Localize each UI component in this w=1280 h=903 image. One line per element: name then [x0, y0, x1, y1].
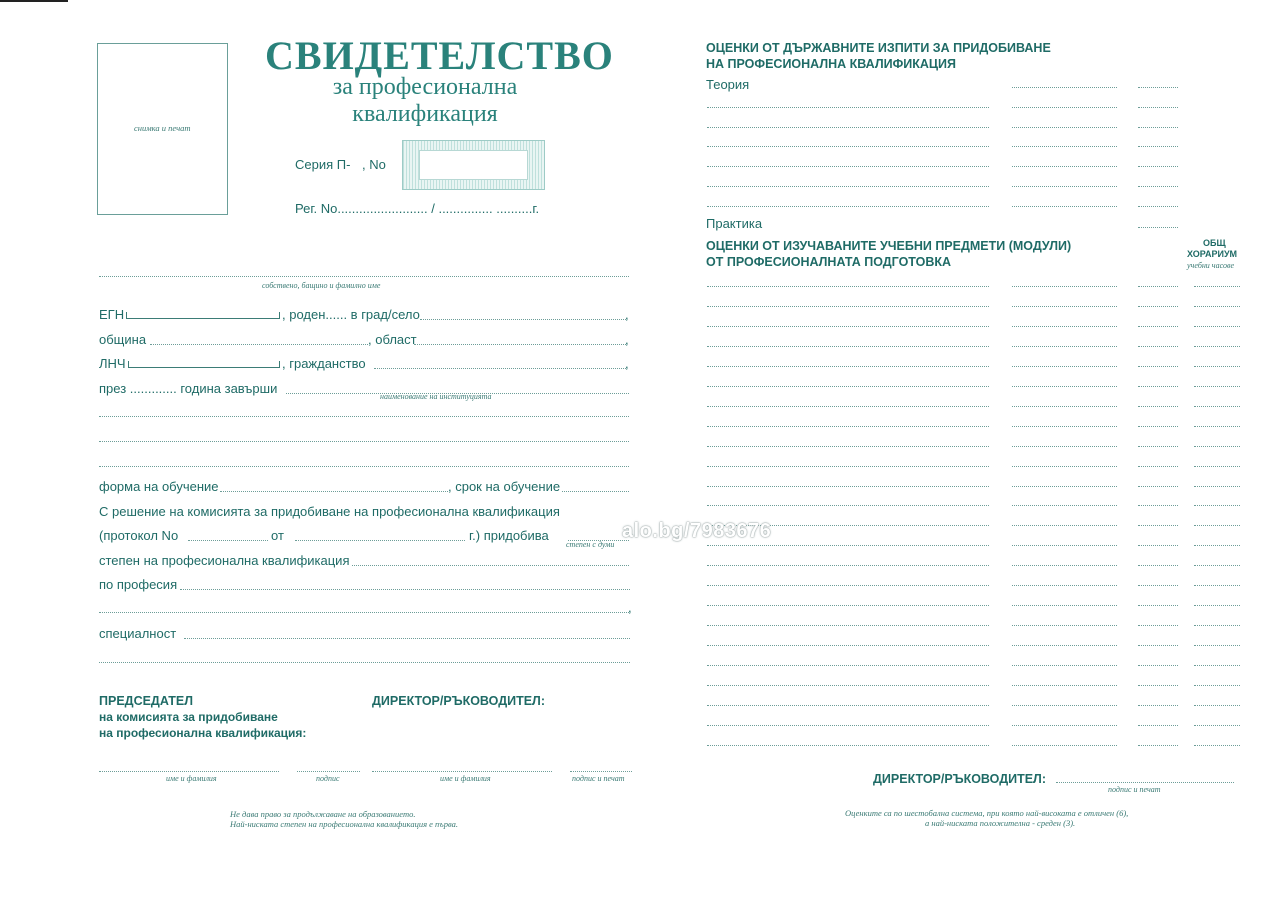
subject-name-field[interactable] — [707, 625, 989, 626]
subject-grade-number-field[interactable] — [1138, 346, 1178, 347]
right-note-2: а най-ниската положителна - среден (3). — [925, 818, 1076, 828]
subject-grade-words-field[interactable] — [1012, 466, 1117, 467]
scan-corner-mark — [0, 0, 68, 2]
subject-grade-words-field[interactable] — [1012, 545, 1117, 546]
lnch-field[interactable] — [128, 361, 280, 368]
subject-hours-field[interactable] — [1194, 725, 1240, 726]
total-hours-label-2: ХОРАРИУМ — [1187, 249, 1238, 259]
subject-grade-number-field[interactable] — [1138, 705, 1178, 706]
degree-label: степен на професионална квалификация — [99, 553, 350, 568]
institution-field-3[interactable] — [99, 441, 629, 442]
exam-grade-number-field[interactable] — [1138, 146, 1178, 147]
chair-signature-field[interactable] — [297, 771, 360, 772]
exam-grade-number-field[interactable] — [1138, 107, 1178, 108]
exam-grade-words-field[interactable] — [1012, 206, 1117, 207]
subject-grade-words-field[interactable] — [1012, 625, 1117, 626]
subject-grade-number-field[interactable] — [1138, 505, 1178, 506]
subject-hours-field[interactable] — [1194, 685, 1240, 686]
subject-name-field[interactable] — [707, 326, 989, 327]
egn-label: ЕГН — [99, 307, 125, 322]
exam-grade-words-field[interactable] — [1012, 107, 1117, 108]
subject-hours-field[interactable] — [1194, 585, 1240, 586]
chair-name-field[interactable] — [99, 771, 279, 772]
subject-grade-number-field[interactable] — [1138, 605, 1178, 606]
subject-grade-words-field[interactable] — [1012, 585, 1117, 586]
name-caption: собствено, бащино и фамилно име — [262, 281, 381, 290]
subject-hours-field[interactable] — [1194, 346, 1240, 347]
specialty-field[interactable] — [184, 638, 630, 639]
duration-label: , срок на обучение — [448, 479, 561, 494]
subject-grade-words-field[interactable] — [1012, 426, 1117, 427]
born-label: , роден...... в град/село — [282, 307, 420, 322]
director-signature-right-field[interactable] — [1056, 782, 1234, 783]
exam-grade-number-field[interactable] — [1138, 87, 1178, 88]
subject-grade-words-field[interactable] — [1012, 446, 1117, 447]
subject-grade-number-field[interactable] — [1138, 366, 1178, 367]
photo-label: снимка и печат — [134, 123, 191, 133]
citizenship-label: , гражданство — [282, 356, 366, 371]
municipality-field[interactable] — [150, 344, 368, 345]
subject-hours-field[interactable] — [1194, 745, 1240, 746]
subject-grade-number-field[interactable] — [1138, 466, 1178, 467]
protocol-date-field[interactable] — [295, 540, 465, 541]
chair-subtitle-1: на комисията за придобиване — [99, 710, 278, 724]
subject-grade-words-field[interactable] — [1012, 306, 1117, 307]
subject-name-field[interactable] — [707, 426, 989, 427]
subjects-heading-1: ОЦЕНКИ ОТ ИЗУЧАВАНИТЕ УЧЕБНИ ПРЕДМЕТИ (МОДУЛИ) — [706, 239, 1072, 253]
serial-number-box — [402, 140, 545, 190]
subject-name-field[interactable] — [707, 306, 989, 307]
watermark-text: alo.bg/7983676 — [622, 520, 772, 542]
subjects-heading-2: ОТ ПРОФЕСИОНАЛНАТА ПОДГОТОВКА — [706, 255, 952, 269]
left-note-1: Не дава право за продължаване на образованието. — [230, 809, 416, 819]
subject-grade-number-field[interactable] — [1138, 446, 1178, 447]
subject-name-field[interactable] — [707, 665, 989, 666]
egn-field[interactable] — [126, 312, 280, 319]
subject-grade-number-field[interactable] — [1138, 426, 1178, 427]
registration-label: Рег. No......................... / ............... ..........г. — [295, 201, 540, 216]
subject-grade-words-field[interactable] — [1012, 386, 1117, 387]
subject-grade-words-field[interactable] — [1012, 346, 1117, 347]
subject-grade-words-field[interactable] — [1012, 705, 1117, 706]
subject-name-field[interactable] — [707, 725, 989, 726]
certificate-subtitle-1: за професионална — [332, 74, 518, 100]
subject-grade-words-field[interactable] — [1012, 665, 1117, 666]
exam-subject-field[interactable] — [707, 206, 989, 207]
profession-field-2[interactable] — [99, 612, 629, 613]
subject-hours-field[interactable] — [1194, 605, 1240, 606]
exam-subject-field[interactable] — [707, 146, 989, 147]
director-title-right: ДИРЕКТОР/РЪКОВОДИТЕЛ: — [873, 772, 1046, 786]
subject-name-field[interactable] — [707, 705, 989, 706]
subject-grade-words-field[interactable] — [1012, 745, 1117, 746]
subject-grade-number-field[interactable] — [1138, 725, 1178, 726]
photo-placeholder — [97, 43, 228, 215]
profession-field[interactable] — [180, 589, 630, 590]
exam-grade-number-field[interactable] — [1138, 127, 1178, 128]
subject-grade-number-field[interactable] — [1138, 306, 1178, 307]
citizenship-field[interactable] — [374, 368, 626, 369]
subject-hours-field[interactable] — [1194, 645, 1240, 646]
institution-field-2[interactable] — [99, 416, 629, 417]
chair-name-caption: име и фамилия — [166, 774, 217, 783]
exam-subject-field[interactable] — [707, 107, 989, 108]
practice-label: Практика — [706, 216, 763, 231]
subject-grade-number-field[interactable] — [1138, 326, 1178, 327]
municipality-label: община — [99, 332, 147, 347]
graduated-label: през ............. година завърши — [99, 381, 278, 396]
exams-heading-1: ОЦЕНКИ ОТ ДЪРЖАВНИТЕ ИЗПИТИ ЗА ПРИДОБИВАНЕ — [706, 41, 1051, 55]
director-name-caption: име и фамилия — [440, 774, 491, 783]
subject-grade-words-field[interactable] — [1012, 366, 1117, 367]
degree-words-caption: степен с думи — [566, 540, 615, 549]
chair-subtitle-2: на професионална квалификация: — [99, 726, 307, 740]
specialty-field-2[interactable] — [99, 662, 630, 663]
subject-name-field[interactable] — [707, 685, 989, 686]
right-note-1: Оценките са по шестобална система, при която най-високата е отличен (6), — [845, 808, 1129, 818]
series-number-label: , No — [362, 157, 386, 172]
subject-grade-words-field[interactable] — [1012, 525, 1117, 526]
subject-grade-number-field[interactable] — [1138, 665, 1178, 666]
exam-subject-field[interactable] — [707, 166, 989, 167]
subject-grade-number-field[interactable] — [1138, 406, 1178, 407]
subject-hours-field[interactable] — [1194, 625, 1240, 626]
theory-label: Теория — [706, 77, 750, 92]
subject-grade-words-field[interactable] — [1012, 406, 1117, 407]
exam-grade-words-field[interactable] — [1012, 166, 1117, 167]
lnch-label: ЛНЧ — [99, 356, 126, 371]
subject-hours-field[interactable] — [1194, 326, 1240, 327]
subject-name-field[interactable] — [707, 486, 989, 487]
exam-grade-words-field[interactable] — [1012, 146, 1117, 147]
exam-grade-words-field[interactable] — [1012, 87, 1117, 88]
subject-grade-number-field[interactable] — [1138, 386, 1178, 387]
subject-hours-field[interactable] — [1194, 545, 1240, 546]
subject-name-field[interactable] — [707, 346, 989, 347]
subject-grade-words-field[interactable] — [1012, 486, 1117, 487]
subject-hours-field[interactable] — [1194, 466, 1240, 467]
subject-grade-number-field[interactable] — [1138, 585, 1178, 586]
subject-hours-field[interactable] — [1194, 705, 1240, 706]
name-field[interactable] — [99, 276, 629, 277]
subject-hours-field[interactable] — [1194, 286, 1240, 287]
subject-grade-words-field[interactable] — [1012, 286, 1117, 287]
certificate-subtitle-2: квалификация — [352, 101, 498, 127]
subject-name-field[interactable] — [707, 505, 989, 506]
subject-hours-field[interactable] — [1194, 446, 1240, 447]
region-field[interactable] — [414, 344, 626, 345]
subject-grade-number-field[interactable] — [1138, 545, 1178, 546]
subject-hours-field[interactable] — [1194, 665, 1240, 666]
left-note-2: Най-ниската степен на професионална квалификация е първа. — [230, 819, 458, 829]
education-form-label: форма на обучение — [99, 479, 219, 494]
subject-name-field[interactable] — [707, 565, 989, 566]
subject-hours-field[interactable] — [1194, 386, 1240, 387]
subject-grade-words-field[interactable] — [1012, 725, 1117, 726]
chair-signature-caption: подпис — [316, 774, 340, 783]
acquires-label: г.) придобива — [469, 528, 549, 543]
subject-name-field[interactable] — [707, 605, 989, 606]
institution-field-4[interactable] — [99, 466, 629, 467]
specialty-label: специалност — [99, 626, 177, 641]
director-name-field[interactable] — [372, 771, 552, 772]
exam-grade-number-field[interactable] — [1138, 166, 1178, 167]
exam-grade-number-field[interactable] — [1138, 186, 1178, 187]
subject-grade-words-field[interactable] — [1012, 685, 1117, 686]
series-label: Серия П- — [295, 157, 351, 172]
subject-hours-field[interactable] — [1194, 486, 1240, 487]
duration-field[interactable] — [562, 491, 629, 492]
subject-grade-words-field[interactable] — [1012, 505, 1117, 506]
subject-hours-field[interactable] — [1194, 426, 1240, 427]
degree-field[interactable] — [352, 565, 629, 566]
decision-line: С решение на комисията за придобиване на професионална квалификация — [99, 504, 560, 519]
subject-name-field[interactable] — [707, 645, 989, 646]
subject-hours-field[interactable] — [1194, 505, 1240, 506]
subject-grade-number-field[interactable] — [1138, 625, 1178, 626]
subject-grade-number-field[interactable] — [1138, 286, 1178, 287]
total-hours-label-1: ОБЩ — [1203, 238, 1226, 248]
protocol-label: (протокол No — [99, 528, 179, 543]
subject-grade-words-field[interactable] — [1012, 605, 1117, 606]
region-label: , област — [368, 332, 417, 347]
subject-hours-field[interactable] — [1194, 565, 1240, 566]
director-right-caption: подпис и печат — [1108, 785, 1161, 794]
certificate-title: СВИДЕТЕЛСТВО — [265, 33, 614, 78]
subject-grade-number-field[interactable] — [1138, 525, 1178, 526]
subject-name-field[interactable] — [707, 386, 989, 387]
protocol-number-field[interactable] — [188, 540, 268, 541]
institution-caption: наименование на институцията — [380, 392, 492, 401]
subject-grade-number-field[interactable] — [1138, 645, 1178, 646]
practice-grade-field[interactable] — [1138, 227, 1178, 228]
exam-grade-words-field[interactable] — [1012, 127, 1117, 128]
profession-label: по професия — [99, 577, 178, 592]
chair-title: ПРЕДСЕДАТЕЛ — [99, 694, 193, 708]
subject-name-field[interactable] — [707, 585, 989, 586]
subject-grade-words-field[interactable] — [1012, 326, 1117, 327]
subject-grade-number-field[interactable] — [1138, 745, 1178, 746]
subject-name-field[interactable] — [707, 545, 989, 546]
education-form-field[interactable] — [220, 491, 448, 492]
director-title-left: ДИРЕКТОР/РЪКОВОДИТЕЛ: — [372, 694, 545, 708]
exam-subject-field[interactable] — [707, 127, 989, 128]
birthplace-field[interactable] — [420, 319, 626, 320]
subject-hours-field[interactable] — [1194, 306, 1240, 307]
director-signature-field[interactable] — [570, 771, 632, 772]
subject-name-field[interactable] — [707, 366, 989, 367]
director-signature-caption: подпис и печат — [572, 774, 625, 783]
subject-hours-field[interactable] — [1194, 525, 1240, 526]
subject-hours-field[interactable] — [1194, 366, 1240, 367]
subject-name-field[interactable] — [707, 286, 989, 287]
subject-hours-field[interactable] — [1194, 406, 1240, 407]
exams-heading-2: НА ПРОФЕСИОНАЛНА КВАЛИФИКАЦИЯ — [706, 57, 957, 71]
subject-grade-words-field[interactable] — [1012, 645, 1117, 646]
subject-name-field[interactable] — [707, 406, 989, 407]
subject-name-field[interactable] — [707, 466, 989, 467]
subject-grade-words-field[interactable] — [1012, 565, 1117, 566]
subject-grade-number-field[interactable] — [1138, 565, 1178, 566]
subject-grade-number-field[interactable] — [1138, 486, 1178, 487]
protocol-from-label: от — [271, 528, 284, 543]
exam-grade-number-field[interactable] — [1138, 206, 1178, 207]
exam-grade-words-field[interactable] — [1012, 186, 1117, 187]
subject-grade-number-field[interactable] — [1138, 685, 1178, 686]
subject-name-field[interactable] — [707, 745, 989, 746]
total-hours-caption: учебни часове — [1187, 261, 1234, 270]
exam-subject-field[interactable] — [707, 186, 989, 187]
subject-name-field[interactable] — [707, 446, 989, 447]
